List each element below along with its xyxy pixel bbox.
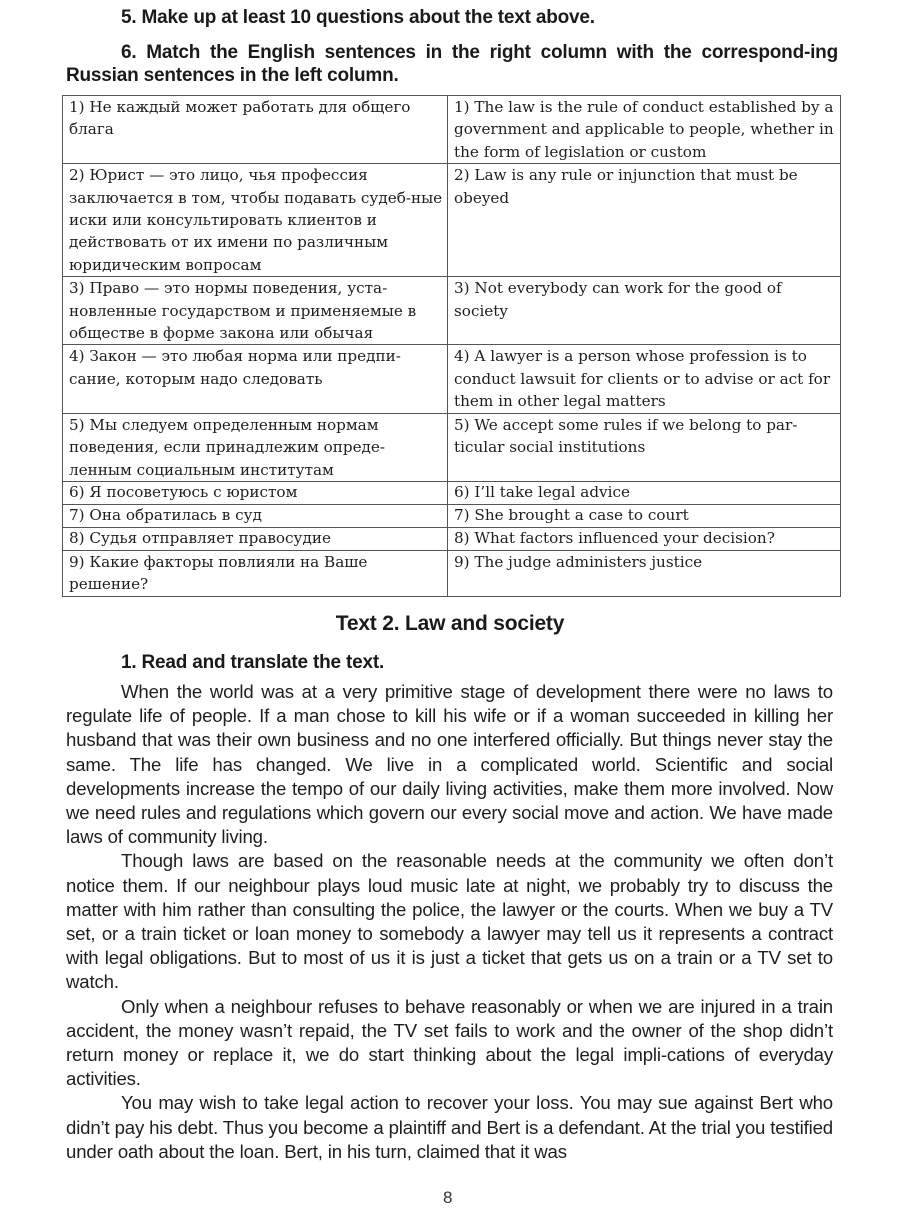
english-sentence-cell: 6) I’ll take legal advice bbox=[448, 481, 841, 504]
table-row bbox=[63, 277, 841, 345]
russian-sentence-cell: 7) Она обратилась в суд bbox=[63, 504, 448, 527]
english-sentence-cell: 9) The judge administers justice bbox=[448, 550, 841, 596]
page-number: 8 bbox=[443, 1188, 453, 1207]
table-row bbox=[63, 527, 841, 550]
matching-table bbox=[62, 95, 841, 597]
task-5-instruction bbox=[66, 6, 838, 29]
russian-sentence-cell: 5) Мы следуем определенным нормам поведения, если принадлежим опреде-ленным социальным институтам bbox=[63, 413, 448, 481]
russian-sentence-cell: 8) Судья отправляет правосудие bbox=[63, 527, 448, 550]
russian-sentence-cell: 4) Закон — это любая норма или предпи-сание, которым надо следовать bbox=[63, 345, 448, 413]
russian-sentence-cell: 2) Юрист — это лицо, чья профессия заключается в том, чтобы подавать судеб-ные иски или консультировать клиентов и действовать от их имени по различным юридическим вопросам bbox=[63, 164, 448, 277]
english-sentence-cell: 7) She brought a case to court bbox=[448, 504, 841, 527]
english-sentence-cell: 2) Law is any rule or injunction that must be obeyed bbox=[448, 164, 841, 277]
task-5-text: 5. Make up at least 10 questions about the text above. bbox=[121, 7, 595, 28]
table-row bbox=[63, 345, 841, 413]
table-row bbox=[63, 164, 841, 277]
read-translate-instruction: 1. Read and translate the text. bbox=[121, 652, 385, 673]
table-row bbox=[63, 504, 841, 527]
paragraph: You may wish to take legal action to recover your loss. You may sue against Bert who didn’t pay his debt. Thus you become a plaintiff and Bert is a defendant. At the trial you testified under oath about the loan. Bert, in his turn, claimed that it was bbox=[66, 1092, 833, 1162]
section-heading: Text 2. Law and society bbox=[335, 612, 565, 635]
task-6-instruction bbox=[66, 41, 838, 87]
body-text bbox=[66, 680, 833, 1164]
table-row bbox=[63, 550, 841, 596]
russian-sentence-cell: 1) Не каждый может работать для общего блага bbox=[63, 96, 448, 164]
english-sentence-cell: 1) The law is the rule of conduct established by a government and applicable to people, whether in the form of legislation or custom bbox=[448, 96, 841, 164]
english-sentence-cell: 8) What factors influenced your decision? bbox=[448, 527, 841, 550]
paragraph: When the world was at a very primitive stage of development there were no laws to regulate life of people. If a man chose to kill his wife or if a woman succeeded in killing her husband that was their own business and no one interfered officially. But things never stay the same. The life has changed. We live in a complicated world. Scientific and social developments increase the tempo of our daily living activities, make them more involved. Now we need rules and regulations which govern our every social move and action. We have made laws of community living. bbox=[66, 681, 833, 848]
english-sentence-cell: 3) Not everybody can work for the good of society bbox=[448, 277, 841, 345]
task-6-text: 6. Match the English sentences in the right column with the correspond-ing Russian sentences in the left column. bbox=[66, 42, 838, 86]
paragraph: Only when a neighbour refuses to behave reasonably or when we are injured in a train accident, the money wasn’t repaid, the TV set fails to work and the owner of the shop didn’t return money or replace it, we do start thinking about the legal impli-cations of everyday activities. bbox=[66, 995, 833, 1090]
english-sentence-cell: 5) We accept some rules if we belong to par-ticular social institutions bbox=[448, 413, 841, 481]
russian-sentence-cell: 6) Я посоветуюсь с юристом bbox=[63, 481, 448, 504]
russian-sentence-cell: 3) Право — это нормы поведения, уста-новленные государством и применяемые в обществе в форме закона или обычая bbox=[63, 277, 448, 345]
table-row bbox=[63, 96, 841, 164]
table-row bbox=[63, 413, 841, 481]
paragraph: Though laws are based on the reasonable needs at the community we often don’t notice them. If our neighbour plays loud music late at night, we probably try to discuss the matter with him rather than consulting the police, the lawyer or the courts. When we buy a TV set, or a train ticket or loan money to somebody a lawyer may tell us it represents a contract with legal obligations. But to most of us it is just a ticket that gets us on a train or a TV set to watch. bbox=[66, 850, 833, 993]
english-sentence-cell: 4) A lawyer is a person whose profession is to conduct lawsuit for clients or to advise or act for them in other legal matters bbox=[448, 345, 841, 413]
russian-sentence-cell: 9) Какие факторы повлияли на Ваше решение? bbox=[63, 550, 448, 596]
table-row bbox=[63, 481, 841, 504]
